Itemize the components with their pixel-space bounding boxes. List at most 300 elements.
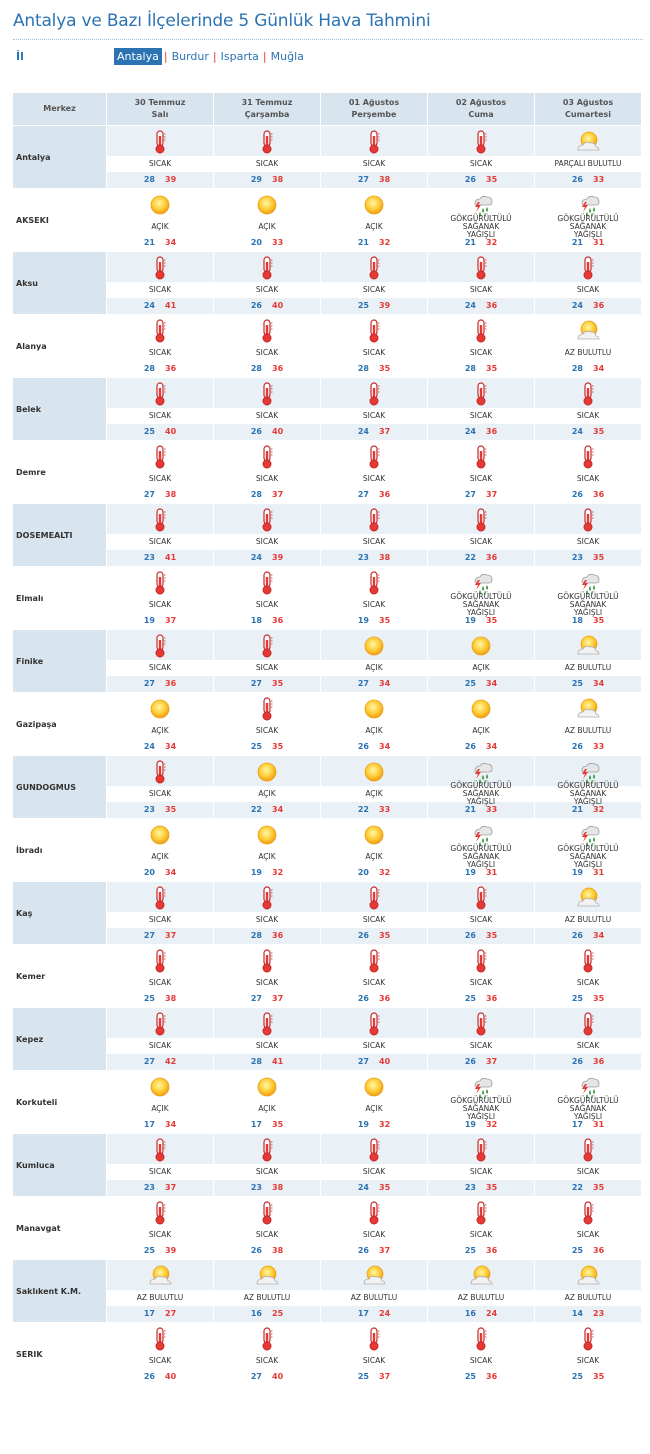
forecast-cell-content <box>428 1260 534 1322</box>
condition-text: AÇIK <box>321 660 427 676</box>
forecast-cell <box>321 1323 427 1385</box>
thermometer-icon <box>321 315 427 345</box>
forecast-cell-content <box>107 378 213 440</box>
condition-text: SICAK <box>576 474 600 483</box>
forecast-cell-content <box>107 504 213 566</box>
sun-icon <box>428 630 534 660</box>
max-temperature: 39 <box>272 552 284 562</box>
temperature-range <box>107 991 213 1005</box>
forecast-cell <box>214 1134 320 1196</box>
min-temperature: 26 <box>143 1371 155 1381</box>
forecast-cell-content <box>214 504 320 566</box>
province-link-mugla[interactable]: Muğla <box>270 50 304 63</box>
province-selector <box>114 48 306 65</box>
province-link-antalya[interactable]: Antalya <box>114 48 162 65</box>
max-temperature: 31 <box>486 867 498 877</box>
min-temperature: 21 <box>357 237 369 247</box>
temperature-range <box>107 550 213 564</box>
min-temperature: 27 <box>143 1056 155 1066</box>
condition-text: GÖKGÜRÜLTÜLÜ SAĞANAK YAĞIŞLI <box>450 1096 512 1121</box>
condition-text: AZ BULUTLU <box>535 912 641 928</box>
forecast-cell <box>535 315 641 377</box>
forecast-cell-content <box>535 126 641 188</box>
temperature-range <box>321 865 427 879</box>
max-temperature: 36 <box>165 363 177 373</box>
temperature-range <box>214 424 320 438</box>
min-temperature: 24 <box>250 552 262 562</box>
forecast-cell-content <box>428 378 534 440</box>
min-temperature: 27 <box>143 678 155 688</box>
forecast-cell <box>321 252 427 314</box>
forecast-row <box>13 1134 641 1196</box>
max-temperature: 36 <box>593 1056 605 1066</box>
forecast-cell-content <box>535 378 641 440</box>
forecast-cell-content <box>214 693 320 755</box>
forecast-cell <box>428 882 534 944</box>
max-temperature: 32 <box>486 1119 498 1129</box>
forecast-row <box>13 945 641 1007</box>
thermometer-icon <box>321 504 427 534</box>
condition-text: SICAK <box>535 1164 641 1180</box>
city-name: Gazipaşa <box>16 719 57 729</box>
forecast-cell-content <box>321 567 427 629</box>
sun-icon <box>321 630 427 660</box>
condition-text: SICAK <box>428 282 534 298</box>
max-temperature: 32 <box>379 237 391 247</box>
min-temperature: 25 <box>143 1245 155 1255</box>
min-temperature: 20 <box>143 867 155 877</box>
temperature-range <box>428 361 534 375</box>
forecast-row <box>13 252 641 314</box>
max-temperature: 36 <box>272 363 284 373</box>
max-temperature: 36 <box>486 993 498 1003</box>
max-temperature: 33 <box>379 804 391 814</box>
forecast-row <box>13 1008 641 1070</box>
min-temperature: 26 <box>250 1245 262 1255</box>
forecast-cell-content <box>107 1008 213 1070</box>
temperature-range <box>214 1180 320 1194</box>
temperature-range <box>321 1243 427 1257</box>
sun-icon <box>321 819 427 849</box>
city-name: Saklıkent K.M. <box>13 1260 106 1322</box>
forecast-cell <box>321 693 427 755</box>
forecast-cell <box>321 1008 427 1070</box>
forecast-cell <box>107 756 213 818</box>
condition-text: SICAK <box>255 474 279 483</box>
temperature-range <box>535 487 641 501</box>
thermometer-icon <box>214 1134 320 1164</box>
thermometer-icon <box>214 945 320 975</box>
temperature-range <box>214 1117 320 1131</box>
condition-text: SICAK <box>107 1038 213 1054</box>
temperature-range <box>321 1117 427 1131</box>
temperature-range <box>321 928 427 942</box>
temperature-range <box>428 487 534 501</box>
temperature-range <box>214 802 320 816</box>
min-temperature: 25 <box>571 993 583 1003</box>
forecast-cell-content <box>321 1071 427 1133</box>
forecast-cell-content <box>214 819 320 881</box>
temperature-range <box>428 991 534 1005</box>
min-temperature: 21 <box>571 237 583 247</box>
forecast-row <box>13 630 641 692</box>
min-temperature: 28 <box>143 363 155 373</box>
forecast-cell <box>321 945 427 1007</box>
max-temperature: 33 <box>593 741 605 751</box>
forecast-cell <box>214 819 320 881</box>
max-temperature: 42 <box>165 1056 177 1066</box>
forecast-cell <box>214 1323 320 1385</box>
temperature-range <box>535 550 641 564</box>
condition-text: AÇIK <box>151 222 169 231</box>
max-temperature: 38 <box>379 552 391 562</box>
condition-text: AZ BULUTLU <box>321 1290 427 1306</box>
day-date: 01 Ağustos <box>348 98 400 107</box>
forecast-cell-content <box>214 567 320 629</box>
condition-text: GÖKGÜRÜLTÜLÜ SAĞANAK YAĞIŞLI <box>450 592 512 617</box>
condition-text: AÇIK <box>151 726 169 735</box>
min-temperature: 21 <box>143 237 155 247</box>
min-temperature: 25 <box>250 741 262 751</box>
min-temperature: 19 <box>464 1119 476 1129</box>
condition-text: AZ BULUTLU <box>214 1290 320 1306</box>
forecast-cell <box>535 1071 641 1133</box>
province-link-burdur[interactable]: Burdur <box>171 50 209 63</box>
temperature-range <box>428 1243 534 1257</box>
thermometer-icon <box>107 504 213 534</box>
forecast-cell <box>214 756 320 818</box>
min-temperature: 21 <box>464 804 476 814</box>
forecast-cell <box>321 630 427 692</box>
max-temperature: 36 <box>272 615 284 625</box>
forecast-cell-content <box>535 1197 641 1259</box>
condition-text: SICAK <box>214 1038 320 1054</box>
partly-cloudy-icon <box>535 882 641 912</box>
min-temperature: 24 <box>143 741 155 751</box>
min-temperature: 27 <box>357 678 369 688</box>
forecast-cell-content <box>107 630 213 692</box>
forecast-cell-content <box>535 756 641 818</box>
thermometer-icon <box>321 1197 427 1227</box>
temperature-range <box>535 298 641 312</box>
thermometer-icon <box>321 945 427 975</box>
thermometer-icon <box>107 756 213 786</box>
forecast-cell-content <box>214 1260 320 1322</box>
thermometer-icon <box>214 1008 320 1038</box>
partly-cloudy-icon <box>535 315 641 345</box>
temperature-range <box>535 361 641 375</box>
max-temperature: 35 <box>486 174 498 184</box>
forecast-cell <box>535 630 641 692</box>
condition-text: SICAK <box>148 348 172 357</box>
min-temperature: 26 <box>464 930 476 940</box>
temperature-range <box>321 1369 427 1383</box>
min-temperature: 26 <box>464 741 476 751</box>
forecast-cell-content <box>107 1071 213 1133</box>
page-title: Antalya ve Bazı İlçelerinde 5 Günlük Hava Tahmini <box>13 11 431 31</box>
thermometer-icon <box>535 1134 641 1164</box>
forecast-cell <box>428 1260 534 1322</box>
max-temperature: 37 <box>379 1245 391 1255</box>
forecast-cell-content <box>428 189 534 251</box>
condition-text: SICAK <box>107 534 213 550</box>
thermometer-icon <box>428 441 534 471</box>
separator: | <box>163 50 168 63</box>
forecast-cell-content <box>535 1134 641 1196</box>
column-header-day <box>535 93 641 125</box>
temperature-range <box>321 550 427 564</box>
forecast-cell <box>321 189 427 251</box>
partly-cloudy-icon <box>535 630 641 660</box>
city-name: Demre <box>16 467 46 477</box>
min-temperature: 19 <box>250 867 262 877</box>
condition-text: SICAK <box>362 1356 386 1365</box>
max-temperature: 39 <box>379 300 391 310</box>
min-temperature: 23 <box>143 804 155 814</box>
temperature-range <box>428 550 534 564</box>
city-name: Kepez <box>13 1008 106 1070</box>
forecast-cell <box>535 504 641 566</box>
max-temperature: 35 <box>272 1119 284 1129</box>
forecast-cell <box>535 1197 641 1259</box>
forecast-cell <box>214 882 320 944</box>
max-temperature: 34 <box>593 363 605 373</box>
max-temperature: 37 <box>165 615 177 625</box>
min-temperature: 26 <box>571 930 583 940</box>
temperature-range <box>535 424 641 438</box>
min-temperature: 25 <box>357 300 369 310</box>
temperature-range <box>214 1369 320 1383</box>
forecast-cell-content <box>321 126 427 188</box>
forecast-cell <box>428 756 534 818</box>
temperature-range <box>535 1243 641 1257</box>
forecast-cell-content <box>214 1197 320 1259</box>
temperature-range <box>321 1306 427 1320</box>
condition-text: SICAK <box>321 1038 427 1054</box>
thermometer-icon <box>107 882 213 912</box>
forecast-cell-content <box>428 756 534 818</box>
min-temperature: 28 <box>250 363 262 373</box>
day-date: 31 Temmuz <box>241 98 293 107</box>
forecast-cell <box>107 1197 213 1259</box>
min-temperature: 22 <box>464 552 476 562</box>
forecast-cell <box>321 1260 427 1322</box>
condition-text: AÇIK <box>258 852 276 861</box>
condition-text: SICAK <box>107 408 213 424</box>
temperature-range <box>214 739 320 753</box>
min-temperature: 17 <box>143 1308 155 1318</box>
forecast-cell-content <box>214 315 320 377</box>
forecast-cell <box>428 252 534 314</box>
temperature-range <box>321 802 427 816</box>
temperature-range <box>428 1306 534 1320</box>
min-temperature: 14 <box>571 1308 583 1318</box>
forecast-cell-content <box>535 567 641 629</box>
forecast-row <box>13 126 641 188</box>
max-temperature: 34 <box>379 678 391 688</box>
condition-text: AZ BULUTLU <box>428 1290 534 1306</box>
forecast-cell <box>428 630 534 692</box>
min-temperature: 26 <box>571 489 583 499</box>
forecast-cell <box>535 252 641 314</box>
forecast-cell <box>214 630 320 692</box>
forecast-cell-content <box>428 252 534 314</box>
province-link-isparta[interactable]: Isparta <box>220 50 259 63</box>
forecast-row <box>13 882 641 944</box>
temperature-range <box>214 235 320 249</box>
condition-text: SICAK <box>428 156 534 172</box>
forecast-cell <box>107 504 213 566</box>
forecast-row <box>13 819 641 881</box>
temperature-range <box>321 676 427 690</box>
thermometer-icon <box>535 378 641 408</box>
forecast-cell-content <box>214 882 320 944</box>
min-temperature: 24 <box>357 426 369 436</box>
thermometer-icon <box>107 945 213 975</box>
min-temperature: 26 <box>571 174 583 184</box>
temperature-range <box>428 172 534 186</box>
temperature-range <box>321 1054 427 1068</box>
forecast-cell-content <box>321 189 427 251</box>
temperature-range <box>107 865 213 879</box>
temperature-range <box>107 172 213 186</box>
forecast-cell-content <box>214 945 320 1007</box>
max-temperature: 35 <box>486 1182 498 1192</box>
condition-text: SICAK <box>469 348 493 357</box>
condition-text: AZ BULUTLU <box>564 348 612 357</box>
temperature-range <box>535 1306 641 1320</box>
forecast-row <box>13 315 641 377</box>
condition-text: AZ BULUTLU <box>535 1290 641 1306</box>
forecast-cell <box>214 252 320 314</box>
temperature-range <box>214 676 320 690</box>
forecast-cell-content <box>428 630 534 692</box>
condition-text: SICAK <box>535 408 641 424</box>
min-temperature: 25 <box>464 1245 476 1255</box>
thermometer-icon <box>214 882 320 912</box>
forecast-cell-content <box>535 882 641 944</box>
max-temperature: 35 <box>272 678 284 688</box>
temperature-range <box>214 928 320 942</box>
city-name: Antalya <box>13 126 106 188</box>
condition-text: AÇIK <box>365 726 383 735</box>
max-temperature: 37 <box>486 489 498 499</box>
condition-text: SICAK <box>321 282 427 298</box>
max-temperature: 34 <box>593 678 605 688</box>
thermometer-icon <box>214 1197 320 1227</box>
forecast-cell <box>107 567 213 629</box>
forecast-cell-content <box>321 1260 427 1322</box>
condition-text: SICAK <box>576 1230 600 1239</box>
max-temperature: 24 <box>486 1308 498 1318</box>
min-temperature: 25 <box>464 1371 476 1381</box>
condition-text: GÖKGÜRÜLTÜLÜ SAĞANAK YAĞIŞLI <box>428 786 534 802</box>
forecast-cell-content <box>428 1323 534 1385</box>
min-temperature: 27 <box>250 678 262 688</box>
temperature-range <box>107 613 213 627</box>
min-temperature: 23 <box>571 552 583 562</box>
city-name: Korkuteli <box>16 1097 58 1107</box>
temperature-range <box>107 1306 213 1320</box>
forecast-cell-content <box>428 315 534 377</box>
max-temperature: 34 <box>486 678 498 688</box>
max-temperature: 35 <box>379 615 391 625</box>
forecast-cell-content <box>428 819 534 881</box>
max-temperature: 32 <box>486 237 498 247</box>
forecast-cell-content <box>428 945 534 1007</box>
forecast-cell-content <box>107 819 213 881</box>
title-divider <box>13 39 643 40</box>
temperature-range <box>535 676 641 690</box>
max-temperature: 37 <box>379 426 391 436</box>
forecast-row <box>13 567 641 629</box>
condition-text: AÇIK <box>365 852 383 861</box>
min-temperature: 25 <box>571 678 583 688</box>
condition-text: AÇIK <box>214 786 320 802</box>
partly-cloudy-icon <box>214 1260 320 1290</box>
max-temperature: 34 <box>165 1119 177 1129</box>
forecast-cell <box>321 1134 427 1196</box>
forecast-cell <box>535 1260 641 1322</box>
forecast-row <box>13 378 641 440</box>
temperature-range <box>214 1306 320 1320</box>
sun-icon <box>428 693 534 723</box>
forecast-cell <box>535 882 641 944</box>
forecast-cell-content <box>535 1008 641 1070</box>
forecast-cell-content <box>214 630 320 692</box>
max-temperature: 25 <box>272 1308 284 1318</box>
condition-text: SICAK <box>428 912 534 928</box>
forecast-cell-content <box>321 315 427 377</box>
forecast-cell-content <box>214 252 320 314</box>
city-name: İbradı <box>16 845 43 855</box>
forecast-row <box>13 1260 641 1322</box>
max-temperature: 32 <box>379 867 391 877</box>
thermometer-icon <box>321 1323 427 1353</box>
forecast-cell <box>535 945 641 1007</box>
forecast-cell-content <box>107 1134 213 1196</box>
condition-text: AÇIK <box>258 222 276 231</box>
thermometer-icon <box>107 252 213 282</box>
forecast-cell-content <box>535 945 641 1007</box>
forecast-cell <box>321 756 427 818</box>
temperature-range <box>428 1369 534 1383</box>
forecast-cell-content <box>321 252 427 314</box>
condition-text: SICAK <box>535 1038 641 1054</box>
thermometer-icon <box>535 1323 641 1353</box>
forecast-cell <box>428 378 534 440</box>
city-name: Elmalı <box>16 593 44 603</box>
temperature-range <box>535 172 641 186</box>
temperature-range <box>107 676 213 690</box>
forecast-cell-content <box>321 756 427 818</box>
condition-text: SICAK <box>214 282 320 298</box>
forecast-row <box>13 756 641 818</box>
thermometer-icon <box>321 378 427 408</box>
condition-text: SICAK <box>214 156 320 172</box>
thermometer-icon <box>535 1008 641 1038</box>
condition-text: PARÇALI BULUTLU <box>535 156 641 172</box>
condition-text: AZ BULUTLU <box>107 1290 213 1306</box>
forecast-cell <box>535 441 641 503</box>
max-temperature: 40 <box>272 1371 284 1381</box>
forecast-cell <box>321 441 427 503</box>
forecast-cell <box>107 1260 213 1322</box>
max-temperature: 34 <box>165 741 177 751</box>
forecast-cell-content <box>428 504 534 566</box>
forecast-cell-content <box>535 1071 641 1133</box>
sun-icon <box>214 1071 320 1101</box>
